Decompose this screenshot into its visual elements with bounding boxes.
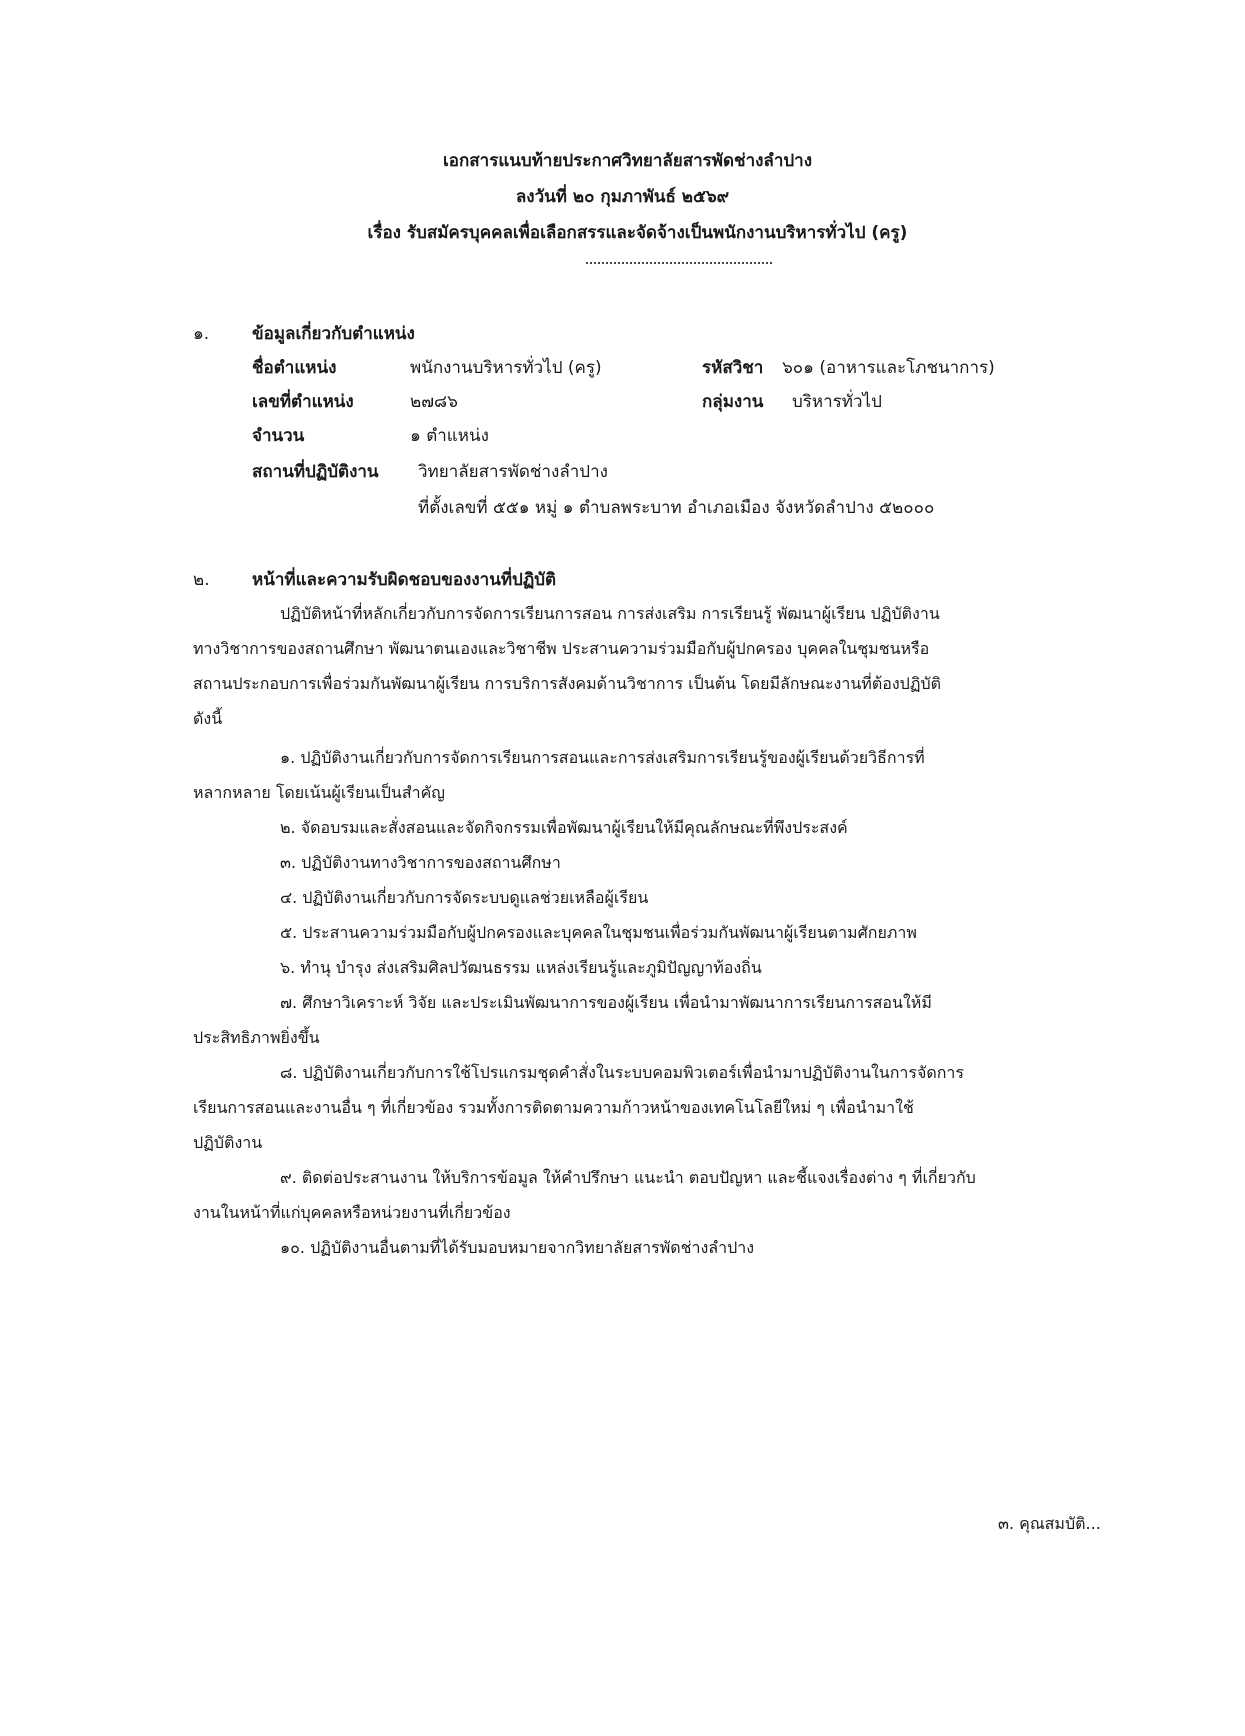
- duty-2: ๒. จัดอบรมและสั่งสอนและจัดกิจกรรมเพื่อพัฒนาผู้เรียนให้มีคุณลักษณะที่พึงประสงค์: [280, 818, 848, 837]
- document-header: [0, 143, 1245, 251]
- work-group-value: บริหารทั่วไป: [792, 392, 882, 412]
- quantity-label: จำนวน: [252, 426, 305, 446]
- intro-line-3: สถานประกอบการเพื่อร่วมกันพัฒนาผู้เรียน การบริการสังคมด้านวิชาการ เป็นต้น โดยมีลักษณะงานที่ต้องปฏิบัติ: [193, 674, 942, 693]
- duty-10: ๑๐. ปฏิบัติงานอื่นตามที่ได้รับมอบหมายจากวิทยาลัยสารพัดช่างลำปาง: [280, 1238, 755, 1257]
- position-name-label: ชื่อตำแหน่ง: [252, 358, 337, 378]
- duty-8-line-2: เรียนการสอนและงานอื่น ๆ ที่เกี่ยวข้อง รวมทั้งการติดตามความก้าวหน้าของเทคโนโลยีใหม่ ๆ เพื่อนำมาใช้: [193, 1098, 914, 1117]
- header-title: เอกสารแนบท้ายประกาศวิทยาลัยสารพัดช่างลำปาง: [442, 151, 813, 171]
- intro-line-1: ปฏิบัติหน้าที่หลักเกี่ยวกับการจัดการเรียนการสอน การส่งเสริม การเรียนรู้ พัฒนาผู้เรียน ปฏิบัติงาน: [280, 604, 940, 623]
- header-separator: [586, 262, 772, 266]
- section2-number: ๒.: [193, 570, 210, 590]
- duty-9-line-2: งานในหน้าที่แก่บุคคลหรือหน่วยงานที่เกี่ยวข้อง: [193, 1203, 511, 1222]
- header-date: ลงวันที่ ๒๐ กุมภาพันธ์ ๒๕๖๙: [515, 187, 730, 207]
- workplace-label: สถานที่ปฏิบัติงาน: [252, 462, 379, 482]
- next-page-continuation: ๓. คุณสมบัติ...: [998, 1514, 1101, 1533]
- section1-title: ข้อมูลเกี่ยวกับตำแหน่ง: [252, 324, 415, 344]
- duty-5: ๕. ประสานความร่วมมือกับผู้ปกครองและบุคคลในชุมชนเพื่อร่วมกันพัฒนาผู้เรียนตามศักยภาพ: [280, 923, 917, 942]
- section1-number: ๑.: [193, 324, 210, 344]
- work-group-label: กลุ่มงาน: [702, 392, 764, 412]
- duty-8-line-1: ๘. ปฏิบัติงานเกี่ยวกับการใช้โปรแกรมชุดคำสั่งในระบบคอมพิวเตอร์เพื่อนำมาปฏิบัติงานในการจัดการ: [280, 1063, 964, 1082]
- duty-1-line-1: ๑. ปฏิบัติงานเกี่ยวกับการจัดการเรียนการสอนและการส่งเสริมการเรียนรู้ของผู้เรียนด้วยวิธีการที่: [280, 748, 925, 767]
- duty-7-line-1: ๗. ศึกษาวิเคราะห์ วิจัย และประเมินพัฒนาการของผู้เรียน เพื่อนำมาพัฒนาการเรียนการสอนให้มี: [280, 993, 932, 1012]
- duty-7-line-2: ประสิทธิภาพยิ่งขึ้น: [193, 1028, 320, 1047]
- section2-title: หน้าที่และความรับผิดชอบของงานที่ปฏิบัติ: [252, 570, 557, 590]
- duty-8-line-3: ปฏิบัติงาน: [193, 1133, 263, 1152]
- duty-9-line-1: ๙. ติดต่อประสานงาน ให้บริการข้อมูล ให้คำปรึกษา แนะนำ ตอบปัญหา และชี้แจงเรื่องต่าง ๆ ที่เกี่ยวกับ: [280, 1168, 976, 1187]
- position-name-value: พนักงานบริหารทั่วไป (ครู): [410, 358, 602, 378]
- header-subject: เรื่อง รับสมัครบุคคลเพื่อเลือกสรรและจัดจ้างเป็นพนักงานบริหารทั่วไป (ครู): [367, 223, 908, 243]
- quantity-value: ๑ ตำแหน่ง: [410, 426, 489, 446]
- intro-line-2: ทางวิชาการของสถานศึกษา พัฒนาตนเองและวิชาชีพ ประสานความร่วมมือกับผู้ปกครอง บุคคลในชุมชนหรือ: [193, 639, 930, 658]
- workplace-value: วิทยาลัยสารพัดช่างลำปาง: [418, 462, 608, 482]
- duty-6: ๖. ทำนุ บำรุง ส่งเสริมศิลปวัฒนธรรม แหล่งเรียนรู้และภูมิปัญญาท้องถิ่น: [280, 958, 762, 977]
- subject-code-value: ๖๐๑ (อาหารและโภชนาการ): [782, 358, 995, 378]
- position-no-value: ๒๗๘๖: [410, 392, 458, 412]
- duty-4: ๔. ปฏิบัติงานเกี่ยวกับการจัดระบบดูแลช่วยเหลือผู้เรียน: [280, 888, 649, 907]
- workplace-address: ที่ตั้งเลขที่ ๕๕๑ หมู่ ๑ ตำบลพระบาท อำเภอเมือง จังหวัดลำปาง ๕๒๐๐๐: [418, 498, 935, 518]
- intro-line-4: ดังนี้: [193, 709, 223, 728]
- duty-3: ๓. ปฏิบัติงานทางวิชาการของสถานศึกษา: [280, 853, 561, 872]
- duty-1-line-2: หลากหลาย โดยเน้นผู้เรียนเป็นสำคัญ: [193, 783, 445, 802]
- position-no-label: เลขที่ตำแหน่ง: [252, 392, 354, 412]
- subject-code-label: รหัสวิชา: [702, 358, 764, 378]
